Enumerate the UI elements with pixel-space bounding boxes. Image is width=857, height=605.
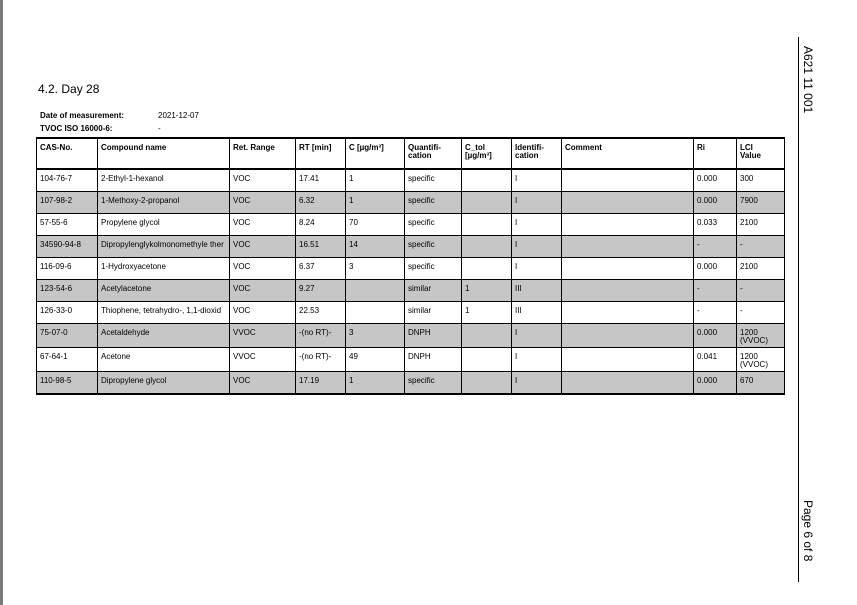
header-concentration: C [µg/m³]: [346, 138, 405, 169]
cell-concentration: 49: [346, 348, 405, 372]
cell-comment: [562, 258, 694, 280]
section-heading: 4.2. Day 28: [38, 82, 100, 96]
table-row: [37, 214, 785, 236]
header-identification: Identifi- cation: [512, 138, 562, 169]
cell-ret-range: VVOC: [230, 348, 296, 372]
cell-rt: 17.41: [296, 169, 346, 192]
cell-ret-range: VOC: [230, 192, 296, 214]
cell-compound-name: Acetone: [98, 348, 230, 372]
cell-c-tol: [462, 236, 512, 258]
cell-concentration: 1: [346, 169, 405, 192]
cell-cas: 104-76-7: [37, 169, 98, 192]
cell-quantification: specific: [405, 258, 462, 280]
cell-c-tol: [462, 324, 512, 348]
cell-ret-range: VOC: [230, 258, 296, 280]
header-compound-name: Compound name: [98, 138, 230, 169]
cell-identification: I: [512, 169, 562, 192]
cell-c-tol: [462, 214, 512, 236]
cell-c-tol: 1: [462, 280, 512, 302]
cell-quantification: DNPH: [405, 324, 462, 348]
header-c-tol: C_tol [µg/m³]: [462, 138, 512, 169]
cell-identification: I: [512, 258, 562, 280]
cell-compound-name: 1-Methoxy-2-propanol: [98, 192, 230, 214]
cell-c-tol: [462, 192, 512, 214]
cell-compound-name: Dipropylene glycol: [98, 372, 230, 395]
tvoc-label: TVOC ISO 16000-6:: [40, 124, 113, 133]
cell-quantification: specific: [405, 372, 462, 395]
cell-ret-range: VVOC: [230, 324, 296, 348]
cell-ri: 0.033: [694, 214, 737, 236]
cell-compound-name: Acetylacetone: [98, 280, 230, 302]
cell-lci-value: 2100: [737, 214, 785, 236]
cell-quantification: specific: [405, 192, 462, 214]
header-comment: Comment: [562, 138, 694, 169]
header-rt: RT [min]: [296, 138, 346, 169]
cell-comment: [562, 169, 694, 192]
table-row: [37, 236, 785, 258]
cell-comment: [562, 348, 694, 372]
margin-rule: [798, 37, 799, 582]
cell-identification: I: [512, 236, 562, 258]
cell-ret-range: VOC: [230, 169, 296, 192]
cell-identification: I: [512, 214, 562, 236]
cell-ri: 0.000: [694, 324, 737, 348]
cell-ret-range: VOC: [230, 372, 296, 395]
header-lci-value: LCI Value: [737, 138, 785, 169]
document-id: A621 11 001: [801, 46, 815, 114]
cell-cas: 107-98-2: [37, 192, 98, 214]
cell-rt: -(no RT)-: [296, 348, 346, 372]
cell-comment: [562, 302, 694, 324]
cell-quantification: similar: [405, 302, 462, 324]
cell-comment: [562, 372, 694, 395]
header-ri: Ri: [694, 138, 737, 169]
cell-quantification: similar: [405, 280, 462, 302]
cell-lci-value: 300: [737, 169, 785, 192]
cell-cas: 116-09-6: [37, 258, 98, 280]
page-edge-line: [0, 0, 3, 605]
header-ret-range: Ret. Range: [230, 138, 296, 169]
cell-ri: 0.000: [694, 372, 737, 395]
cell-ret-range: VOC: [230, 302, 296, 324]
cell-compound-name: Thiophene, tetrahydro-, 1,1-dioxid: [98, 302, 230, 324]
cell-quantification: specific: [405, 214, 462, 236]
cell-comment: [562, 236, 694, 258]
cell-identification: I: [512, 324, 562, 348]
cell-lci-value: 1200 (VVOC): [737, 324, 785, 348]
cell-c-tol: 1: [462, 302, 512, 324]
cell-compound-name: Propylene glycol: [98, 214, 230, 236]
cell-quantification: specific: [405, 169, 462, 192]
cell-rt: 16.51: [296, 236, 346, 258]
cell-rt: -(no RT)-: [296, 324, 346, 348]
cell-ri: -: [694, 280, 737, 302]
cell-compound-name: 1-Hydroxyacetone: [98, 258, 230, 280]
cell-lci-value: 1200 (VVOC): [737, 348, 785, 372]
cell-compound-name: Dipropylenglykolmonomethyle ther: [98, 236, 230, 258]
cell-c-tol: [462, 348, 512, 372]
cell-identification: I: [512, 348, 562, 372]
cell-ri: 0.000: [694, 169, 737, 192]
header-row: [37, 138, 785, 169]
cell-comment: [562, 192, 694, 214]
table-row: [37, 372, 785, 395]
cell-quantification: DNPH: [405, 348, 462, 372]
cell-ri: 0.000: [694, 192, 737, 214]
cell-concentration: 70: [346, 214, 405, 236]
page-number: Page 6 of 8: [801, 500, 815, 562]
cell-ri: 0.041: [694, 348, 737, 372]
table-row: [37, 169, 785, 192]
cell-c-tol: [462, 258, 512, 280]
cell-ret-range: VOC: [230, 214, 296, 236]
cell-lci-value: 670: [737, 372, 785, 395]
cell-ri: 0.000: [694, 258, 737, 280]
cell-rt: 8.24: [296, 214, 346, 236]
cell-cas: 57-55-6: [37, 214, 98, 236]
table-row: [37, 324, 785, 348]
cell-identification: I: [512, 372, 562, 395]
cell-rt: 17.19: [296, 372, 346, 395]
cell-rt: 6.37: [296, 258, 346, 280]
cell-cas: 126-33-0: [37, 302, 98, 324]
measurement-date-label: Date of measurement:: [40, 111, 125, 120]
cell-ret-range: VOC: [230, 236, 296, 258]
cell-rt: 6.32: [296, 192, 346, 214]
cell-concentration: [346, 280, 405, 302]
cell-identification: III: [512, 280, 562, 302]
table-row: [37, 348, 785, 372]
cell-ri: -: [694, 236, 737, 258]
cell-cas: 123-54-6: [37, 280, 98, 302]
cell-lci-value: 2100: [737, 258, 785, 280]
cell-cas: 34590-94-8: [37, 236, 98, 258]
table-row: [37, 280, 785, 302]
cell-comment: [562, 214, 694, 236]
cell-lci-value: -: [737, 302, 785, 324]
cell-ret-range: VOC: [230, 280, 296, 302]
cell-compound-name: 2-Ethyl-1-hexanol: [98, 169, 230, 192]
measurement-date-value: 2021-12-07: [158, 111, 199, 120]
cell-identification: III: [512, 302, 562, 324]
cell-cas: 75-07-0: [37, 324, 98, 348]
cell-ri: -: [694, 302, 737, 324]
cell-c-tol: [462, 372, 512, 395]
table-row: [37, 192, 785, 214]
tvoc-value: -: [158, 124, 161, 133]
cell-concentration: 3: [346, 258, 405, 280]
cell-concentration: [346, 302, 405, 324]
compound-table: [36, 137, 785, 395]
table-row: [37, 302, 785, 324]
cell-comment: [562, 280, 694, 302]
cell-cas: 110-98-5: [37, 372, 98, 395]
cell-concentration: 14: [346, 236, 405, 258]
cell-concentration: 3: [346, 324, 405, 348]
cell-lci-value: -: [737, 280, 785, 302]
header-cas: CAS-No.: [37, 138, 98, 169]
header-quantification: Quantifi- cation: [405, 138, 462, 169]
cell-rt: 22.53: [296, 302, 346, 324]
cell-cas: 67-64-1: [37, 348, 98, 372]
cell-comment: [562, 324, 694, 348]
cell-c-tol: [462, 169, 512, 192]
table-row: [37, 258, 785, 280]
cell-quantification: specific: [405, 236, 462, 258]
cell-identification: I: [512, 192, 562, 214]
cell-rt: 9.27: [296, 280, 346, 302]
cell-lci-value: 7900: [737, 192, 785, 214]
cell-concentration: 1: [346, 372, 405, 395]
cell-lci-value: -: [737, 236, 785, 258]
cell-compound-name: Acetaldehyde: [98, 324, 230, 348]
cell-concentration: 1: [346, 192, 405, 214]
